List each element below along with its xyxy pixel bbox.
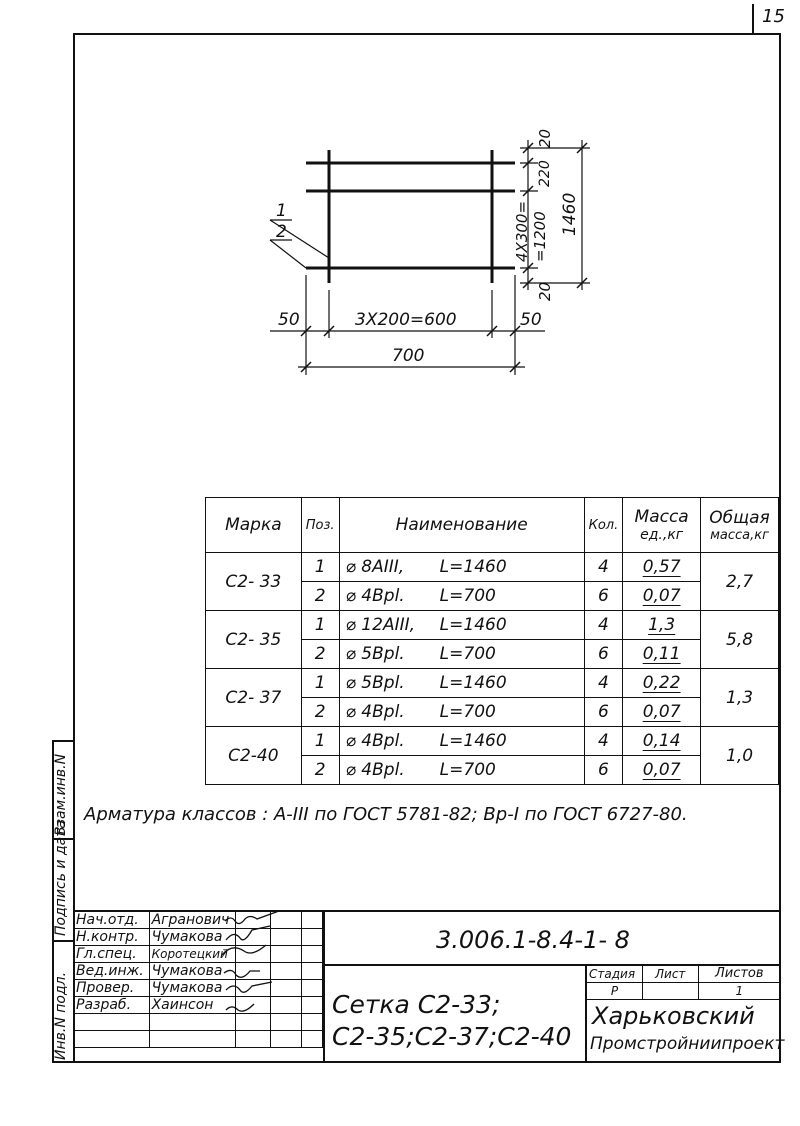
row-mass: 1,3 (623, 611, 701, 640)
signature (235, 980, 270, 997)
row-name (339, 611, 584, 640)
dim-20-top: 20 (536, 128, 554, 148)
approval-table (73, 911, 323, 1048)
row-qty: 4 (584, 611, 623, 640)
bar-name: ⌀ 4Врl. (345, 702, 405, 722)
row-pos: 1 (301, 727, 339, 756)
signature (235, 963, 270, 980)
row-pos: 2 (301, 756, 339, 785)
bar-length: L=700 (439, 644, 496, 664)
row-pos: 2 (301, 698, 339, 727)
person: Коротецкий (149, 946, 235, 963)
title-block-divider (323, 910, 325, 1063)
row-mass: 0,07 (623, 698, 701, 727)
bar-name: ⌀ 8АIII, (345, 557, 405, 577)
side-vzam-inv: Взам.инв.N (53, 753, 69, 836)
drawing-designation: 3.006.1-8.4-1- 8 (436, 926, 630, 954)
sheet-label: Лист (642, 966, 698, 983)
stage-value: Р (587, 983, 643, 1000)
dim-50-right: 50 (520, 310, 542, 330)
dim-4x300-line2: =1200 (531, 211, 549, 262)
signature (235, 912, 270, 929)
row-pos: 2 (301, 640, 339, 669)
row-total: 5,8 (701, 611, 779, 669)
signature (235, 946, 270, 963)
row-pos: 2 (301, 582, 339, 611)
row-name (339, 553, 584, 582)
row-qty: 4 (584, 727, 623, 756)
header-qty: Кол. (584, 498, 623, 553)
dim-1460: 1460 (560, 192, 580, 236)
row-mark: С2-40 (206, 727, 302, 785)
approval-row (74, 946, 323, 963)
table-header (206, 498, 779, 553)
row-name (339, 669, 584, 698)
bar-name: ⌀ 5Врl. (345, 673, 405, 693)
row-pos: 1 (301, 553, 339, 582)
sheets-value: 1 (698, 983, 780, 1000)
organization-name: Харьковский (592, 1002, 755, 1030)
row-mass: 0,07 (623, 582, 701, 611)
row-mark: С2- 37 (206, 669, 302, 727)
dim-700: 700 (392, 346, 425, 366)
approval-row (74, 929, 323, 946)
row-name (339, 582, 584, 611)
bar-name: ⌀ 5Врl. (345, 644, 405, 664)
row-total: 2,7 (701, 553, 779, 611)
side-signature-date: Подпись и дата (53, 820, 69, 936)
approval-row (74, 912, 323, 929)
row-mark: С2- 33 (206, 553, 302, 611)
table-row (206, 669, 779, 698)
row-qty: 6 (584, 582, 623, 611)
role: Разраб. (74, 997, 150, 1014)
signature (235, 929, 270, 946)
position-2-label: 2 (276, 222, 287, 242)
table-row (206, 553, 779, 582)
row-pos: 1 (301, 611, 339, 640)
row-name (339, 756, 584, 785)
header-name: Наименование (339, 498, 584, 553)
row-total: 1,3 (701, 669, 779, 727)
bar-length: L=700 (439, 586, 496, 606)
bar-length: L=700 (439, 760, 496, 780)
bar-length: L=700 (439, 702, 496, 722)
row-mass: 0,11 (623, 640, 701, 669)
dim-50-left: 50 (278, 310, 300, 330)
table-row (206, 611, 779, 640)
bar-name: ⌀ 12АIII, (345, 615, 416, 635)
row-name (339, 727, 584, 756)
bar-name: ⌀ 4Врl. (345, 731, 405, 751)
row-mass: 0,14 (623, 727, 701, 756)
dim-220: 220 (537, 160, 553, 187)
row-pos: 1 (301, 669, 339, 698)
dim-20-bottom: 20 (536, 281, 554, 301)
header-mark: Марка (206, 498, 302, 553)
role: Провер. (74, 980, 150, 997)
bar-name: ⌀ 4Врl. (345, 586, 405, 606)
bar-length: L=1460 (439, 731, 507, 751)
approval-row (74, 997, 323, 1014)
role: Н.контр. (74, 929, 150, 946)
side-inv-podl: Инв.N подл. (53, 971, 69, 1060)
header-total-line2: масса,кг (710, 527, 769, 543)
sheets-label: Листов (698, 966, 780, 983)
role: Гл.спец. (74, 946, 150, 963)
person: Чумакова (149, 929, 235, 946)
sheet-value (642, 983, 698, 1000)
row-qty: 4 (584, 553, 623, 582)
bar-length: L=1460 (439, 673, 507, 693)
side-stamp-divider (52, 940, 73, 942)
row-name (339, 640, 584, 669)
row-total: 1,0 (701, 727, 779, 785)
row-name (339, 698, 584, 727)
header-total-mass (701, 498, 779, 553)
person: Чумакова (149, 963, 235, 980)
row-qty: 4 (584, 669, 623, 698)
reinforcement-note: Арматура классов : А-III по ГОСТ 5781-82; Вр-I по ГОСТ 6727-80. (84, 804, 688, 825)
stage-table (586, 965, 781, 1000)
row-mass: 0,22 (623, 669, 701, 698)
header-mass-unit (623, 498, 701, 553)
approval-row (74, 963, 323, 980)
organization-institute: Промстройниипроект (590, 1034, 785, 1054)
row-qty: 6 (584, 756, 623, 785)
signature (235, 997, 270, 1014)
person: Чумакова (149, 980, 235, 997)
row-qty: 6 (584, 698, 623, 727)
row-mass: 0,57 (623, 553, 701, 582)
title-line2: С2-35;С2-37;С2-40 (332, 1022, 572, 1051)
approval-row (74, 980, 323, 997)
sheet-number: 15 (762, 6, 785, 27)
header-pos: Поз. (301, 498, 339, 553)
bar-length: L=1460 (439, 557, 507, 577)
dim-3x200: 3Х200=600 (355, 310, 457, 330)
row-mark: С2- 35 (206, 611, 302, 669)
title-line1: Сетка С2-33; (332, 990, 501, 1019)
row-mass: 0,07 (623, 756, 701, 785)
header-mass-unit-line2: ед.,кг (640, 527, 684, 543)
position-1-label: 1 (276, 201, 287, 221)
stage-label: Стадия (587, 966, 643, 983)
bar-name: ⌀ 4Врl. (345, 760, 405, 780)
table-row (206, 727, 779, 756)
dim-4x300-line1: 4Х300= (513, 200, 531, 262)
specification-table (205, 497, 779, 785)
role: Нач.отд. (74, 912, 150, 929)
header-total-line1: Общая (709, 507, 770, 528)
bar-length: L=1460 (439, 615, 507, 635)
person: Агранович (149, 912, 235, 929)
header-mass-unit-line1: Масса (634, 507, 689, 527)
person: Хаинсон (149, 997, 235, 1014)
row-qty: 6 (584, 640, 623, 669)
role: Вед.инж. (74, 963, 150, 980)
